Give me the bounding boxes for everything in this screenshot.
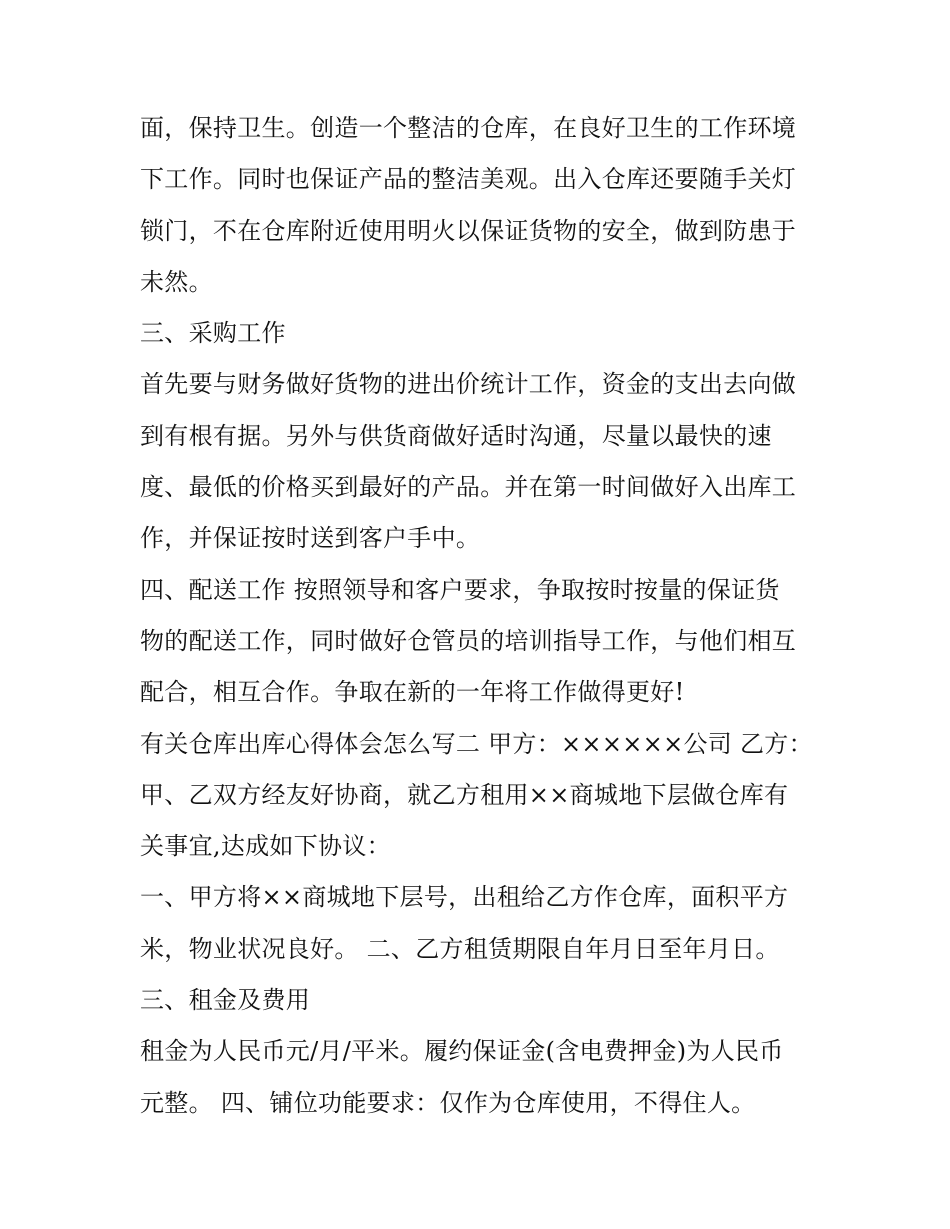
text-line: 一、甲方将××商城地下层号，出租给乙方作仓库，面积平方	[140, 883, 789, 912]
text-line: 物的配送工作，同时做好仓管员的培训指导工作，与他们相互	[140, 626, 797, 655]
document-body	[140, 103, 820, 1129]
text-line: 未然。	[140, 267, 213, 296]
text-line: 有关仓库出库心得体会怎么写二 甲方：××××××公司 乙方：	[140, 729, 813, 758]
text-line: 四、配送工作 按照领导和客户要求，争取按时按量的保证货	[140, 575, 780, 604]
text-line: 首先要与财务做好货物的进出价统计工作，资金的支出去向做	[140, 370, 797, 399]
text-line: 度、最低的价格买到最好的产品。并在第一时间做好入出库工	[140, 473, 797, 502]
text-line: 租金为人民币元/月/平米。履约保证金(含电费押金)为人民币	[140, 1037, 784, 1066]
text-line: 作，并保证按时送到客户手中。	[140, 524, 481, 553]
text-line: 甲、乙双方经友好协商，就乙方租用××商城地下层做仓库有	[140, 780, 789, 809]
text-line: 配合，相互合作。争取在新的一年将工作做得更好!	[140, 678, 685, 707]
section-heading-rent: 三、租金及费用	[140, 986, 311, 1015]
text-line: 下工作。同时也保证产品的整洁美观。出入仓库还要随手关灯	[140, 165, 797, 194]
text-line: 面，保持卫生。创造一个整洁的仓库，在良好卫生的工作环境	[140, 114, 797, 142]
text-line: 米，物业状况良好。 二、乙方租赁期限自年月日至年月日。	[140, 934, 780, 963]
section-heading-purchasing: 三、采购工作	[140, 319, 286, 348]
text-line: 关事宜,达成如下协议：	[140, 832, 391, 861]
text-line: 元整。 四、铺位功能要求：仅作为仓库使用，不得住人。	[140, 1088, 756, 1117]
text-line: 锁门，不在仓库附近使用明火以保证货物的安全，做到防患于	[140, 216, 797, 245]
text-line: 到有根有据。另外与供货商做好适时沟通，尽量以最快的速	[140, 421, 772, 450]
